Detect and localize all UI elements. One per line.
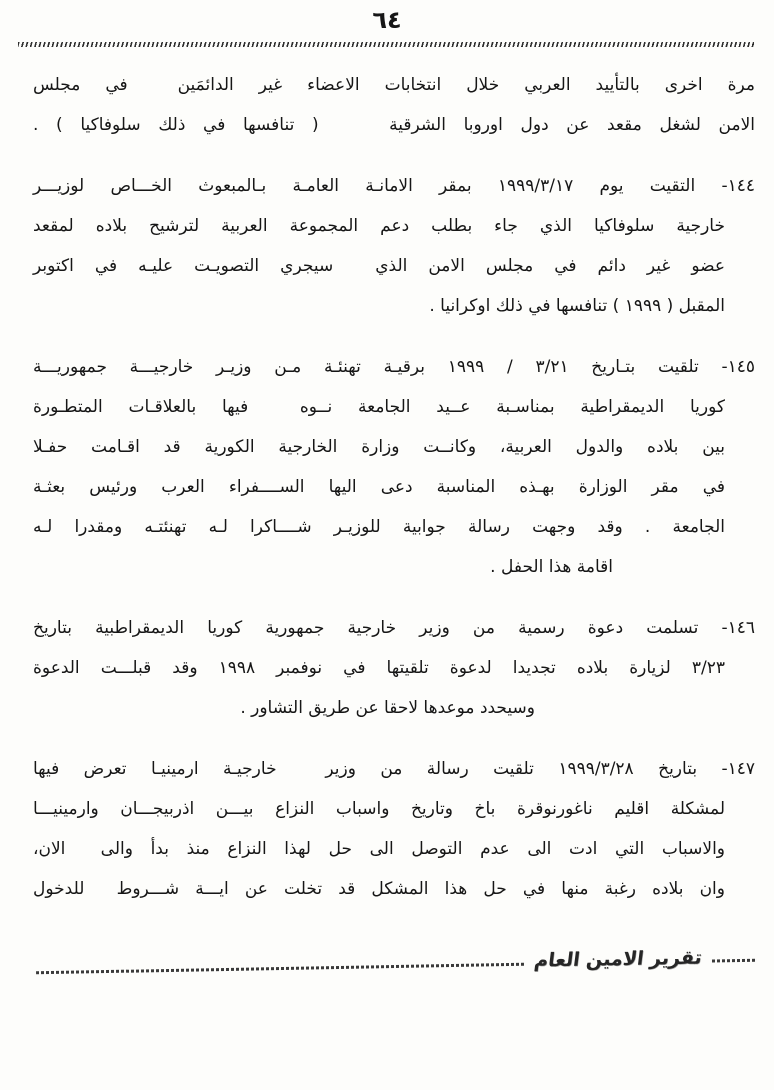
- paragraph: [33, 166, 755, 326]
- paragraph-line: الامن لشغل مقعد عن دول اوروبا الشرقية ( تنافسها في ذلك سلوفاكيا ) .: [33, 115, 755, 135]
- paragraph-line: مرة اخرى بالتأييد العربي خلال انتخابات الاعضاء غير الدائمَين في مجلس: [33, 75, 755, 95]
- paragraph-line: كوريا الديمقراطية بمناسـبة عــيد الجامعة نــوه فيها بالعلاقـات المتطـورة: [33, 397, 725, 417]
- paragraph-line: وسيحدد موعدها لاحقا عن طريق التشاور .: [240, 698, 535, 718]
- paragraph: [33, 65, 755, 145]
- paragraph-number: ١٤٤-: [721, 176, 755, 196]
- paragraph-line: عضو غير دائم في مجلس الامن الذي سيجري التصويـت عليـه في اكتوبر: [33, 256, 725, 276]
- paragraph-line: وان بلاده رغبة منها في حل هذا المشكل قد تخلت عن ايـــة شـــروط للدخول: [33, 879, 725, 899]
- paragraph-line: في مقر الوزارة بهـذه المناسبة دعى اليها الســــفراء العرب ورئيس بعثـة: [33, 477, 725, 497]
- footer: [36, 946, 756, 987]
- paragraph: [33, 749, 755, 909]
- paragraph-line: لمشكلة اقليم ناغورنوقرة باخ وتاريخ واسباب النزاع بيـــن اذربيجـــان وارمينيـــا: [33, 799, 725, 819]
- paragraph-number: ١٤٦-: [721, 618, 755, 638]
- footer-dash-line: [36, 962, 524, 974]
- document-body: [0, 47, 774, 909]
- paragraph-line: ٣/٢٣ لزيارة بلاده تجديدا لدعوة تلقيتها في نوفمبر ١٩٩٨ وقد قبلـــت الدعوة: [33, 658, 725, 678]
- page-number: ٦٤: [372, 6, 402, 34]
- paragraph-line: المقبل ( ١٩٩٩ ) تنافسها في ذلك اوكرانيا .: [429, 296, 725, 316]
- paragraph-number: ١٤٥-: [721, 357, 756, 377]
- footer-dash-right: [712, 958, 756, 962]
- paragraph-number: ١٤٧-: [721, 759, 756, 779]
- paragraph-line: ١٤٥- تلقيت بتـاريخ ٣/٢١ / ١٩٩٩ برقيـة تهنئـة مـن وزيـر خارجيـــة جمهوريـــة: [33, 357, 756, 377]
- paragraph-line: ١٤٦- تسلمت دعوة رسمية من وزير خارجية جمهورية كوريا الديمقراطبية بتاريخ: [33, 618, 755, 638]
- paragraph-line: ١٤٤- التقيت يوم ١٩٩٩/٣/١٧ بمقر الامانـة العامـة بـالمبعوث الخـــاص لوزيـــر: [33, 176, 755, 196]
- paragraph-line: اقامة هذا الحفل .: [490, 557, 613, 577]
- paragraph: [33, 608, 755, 728]
- paragraph-line: خارجية سلوفاكيا الذي جاء بطلب دعم المجموعة العربية لترشيح بلاده لمقعد: [33, 216, 725, 236]
- paragraph-line: ١٤٧- بتاريخ ١٩٩٩/٣/٢٨ تلقيت رسالة من وزير خارجيـة ارمينيـا تعرض فيها: [33, 759, 756, 779]
- paragraphs: [33, 65, 755, 909]
- paragraph-line: والاسباب التي ادت الى عدم التوصل الى حل لهذا النزاع منذ بدأ والى الان،: [33, 839, 725, 859]
- paragraph-line: بين بلاده والدول العربية، وكانــت وزارة الخارجية الكورية قد اقـامت حفـلا: [33, 437, 725, 457]
- paragraph-line: الجامعة . وقد وجهت رسالة جوابية للوزيـر شــــاكرا لـه تهنئتـه ومقدرا لـه: [33, 517, 725, 537]
- paragraph: [33, 347, 755, 587]
- footer-signature-text: تقرير الامين العام: [533, 946, 704, 972]
